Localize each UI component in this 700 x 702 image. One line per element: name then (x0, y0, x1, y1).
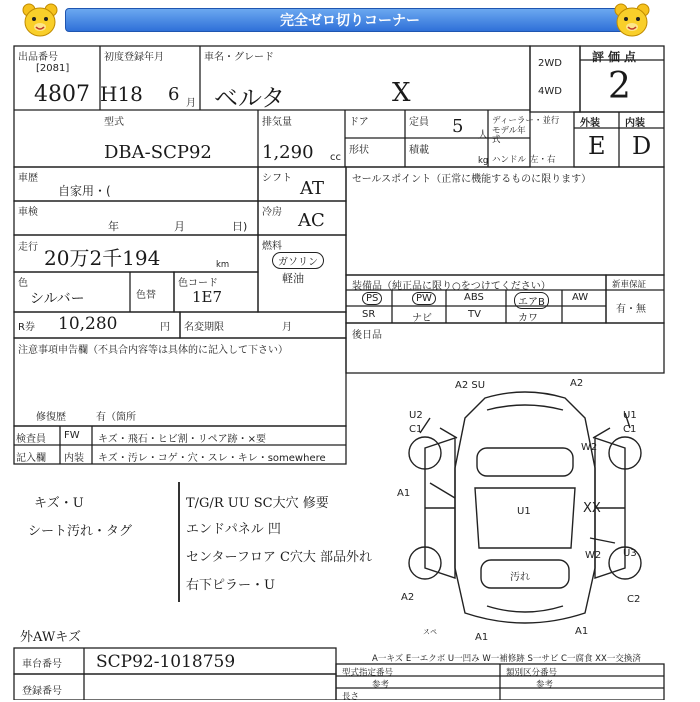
first-registration-label: 初度登録年月 (104, 52, 164, 63)
inspection-year: 年 (108, 220, 119, 233)
recycle-label: R券 (18, 322, 35, 333)
diagram-mark: C1 (623, 424, 637, 435)
equipment-label: 装備品（純正品に限り○をつけてください） (352, 281, 551, 292)
handwritten-note-right-4: 右下ピラー・U (186, 578, 275, 593)
load-unit: kg (478, 156, 489, 166)
lot-label: 出品番号 (18, 52, 58, 63)
shift-value: AT (300, 178, 325, 199)
diagram-mark: A1 (575, 626, 589, 637)
shape-label: 形状 (349, 145, 369, 156)
sales-points-label: セールスポイント（正常に機能するものに限ります） (352, 174, 592, 185)
diagram-mark: A1 (397, 488, 411, 499)
repair-history-value: 有（箇所 (96, 412, 136, 423)
chassis-value: SCP92-1018759 (96, 652, 236, 672)
class-number-ref: 参考 (536, 680, 554, 690)
note-divider (178, 482, 180, 602)
equipment-aw: AW (572, 292, 589, 303)
aircon-value: AC (298, 210, 325, 231)
diagram-mark: W2 (581, 442, 598, 453)
handwritten-note-right-3: センターフロア C穴大 部品外れ (186, 550, 373, 565)
equipment-abs: ABS (464, 292, 484, 303)
damage-legend: A一キズ E一エクボ U一凹み W一補修跡 S一サビ C一腐食 XX一交換済 (372, 654, 641, 664)
equipment-ps: PS (362, 292, 382, 305)
inspector-label: 検査員 (16, 434, 46, 445)
color-code-value: 1E7 (192, 288, 223, 306)
diagram-mark: XX (583, 501, 601, 516)
handle-label: ハンドル (492, 155, 527, 165)
rating-value: 2 (608, 66, 631, 107)
interior-row-label: 内装 (64, 453, 84, 464)
color-value: シルバー (30, 291, 85, 307)
diagram-mark: W2 (585, 550, 602, 561)
equipment-sr: SR (362, 309, 376, 320)
interior-label: 内装 (625, 118, 645, 129)
model-label: 型式 (104, 117, 124, 128)
drive-4wd: 4WD (538, 86, 562, 97)
inspection-month: 月 (174, 220, 185, 233)
color-code-label: 色コード (178, 278, 218, 289)
model-value: DBA-SCP92 (104, 142, 212, 163)
diagram-mark: A2 SU (455, 380, 486, 391)
car-name-label: 車名・グレード (204, 52, 274, 63)
handle-value: 左・右 (530, 155, 556, 165)
color-change-label: 色替 (136, 290, 156, 301)
fw-label: FW (64, 430, 80, 441)
handwritten-note-left-2: シート汚れ・タグ (28, 524, 133, 539)
equipment-leather: カワ (518, 313, 538, 324)
mileage-value: 20万2千194 (44, 246, 161, 270)
banner-title: 完全ゼロ切りコーナー (65, 8, 635, 32)
lot-code: [2081] (36, 63, 70, 74)
handwritten-note-left-1: キズ・U (34, 496, 84, 511)
fuel-gasoline: ガソリン (272, 252, 324, 269)
drive-2wd: 2WD (538, 58, 562, 69)
inspection-label: 車検 (18, 207, 38, 218)
diagram-mark: A2 (401, 592, 415, 603)
aircon-label: 冷房 (262, 207, 282, 218)
diagram-mark: A2 (570, 378, 584, 389)
entry-label: 記入欄 (16, 453, 46, 464)
fuel-label: 燃料 (262, 241, 282, 252)
displacement-value: 1,290 (262, 142, 314, 163)
model-year-label: モデル年式 (492, 126, 526, 145)
fuel-light-oil: 軽油 (282, 272, 304, 285)
diagram-mark: U1 (623, 410, 637, 421)
handwritten-note-right-1: T/G/R UU SC大穴 修要 (186, 496, 329, 511)
exterior-note: 外AWキズ (20, 630, 81, 645)
capacity-value: 5 (452, 116, 464, 137)
capacity-unit: 人 (478, 130, 488, 141)
displacement-unit: cc (330, 152, 341, 163)
exterior-label: 外装 (580, 118, 600, 129)
name-change-unit: 月 (282, 322, 292, 333)
diagram-mark: U2 (409, 410, 423, 421)
displacement-label: 排気量 (262, 117, 292, 128)
name-change-label: 名変期限 (184, 322, 224, 333)
length-label: 長さ (342, 692, 360, 702)
model-designation-ref: 参考 (372, 680, 390, 690)
car-damage-diagram (395, 378, 655, 648)
diagram-mark: U3 (623, 548, 637, 559)
car-grade: X (392, 78, 411, 108)
diagram-mark: C2 (627, 594, 641, 605)
equipment-tv: TV (468, 309, 481, 320)
diagram-mark: U1 (517, 506, 531, 517)
equipment-pw: PW (412, 292, 436, 305)
month-unit: 月 (186, 98, 196, 109)
rating-label: 評価点 (592, 50, 641, 64)
diagram-mark: A1 (475, 632, 489, 643)
exterior-value: E (588, 132, 606, 160)
history-value: 自家用・( (58, 184, 111, 198)
after-date-label: 後日品 (352, 330, 382, 341)
class-number-label: 類別区分番号 (506, 668, 558, 678)
recycle-unit: 円 (160, 322, 170, 333)
model-designation-label: 型式指定番号 (342, 668, 394, 678)
shift-label: シフト (262, 173, 292, 184)
interior-value: D (632, 132, 652, 160)
interior-defects: キズ・汚レ・コゲ・穴・スレ・キレ・somewhere (98, 453, 326, 464)
notes-label: 注意事項申告欄（不具合内容等は具体的に記入して下さい） (18, 345, 288, 356)
mileage-unit: km (216, 260, 230, 270)
diagram-mark: 汚れ (510, 572, 530, 583)
equipment-airbag: エアB (514, 292, 549, 309)
repair-history-label: 修復歴 (36, 412, 66, 423)
history-label: 車歴 (18, 173, 38, 184)
capacity-label: 定員 (409, 117, 429, 128)
first-registration-month: 6 (168, 84, 180, 105)
mileage-label: 走行 (18, 242, 38, 253)
diagram-small-label: スペ (423, 628, 437, 636)
recycle-value: 10,280 (58, 314, 118, 334)
color-label: 色 (18, 278, 28, 289)
first-registration-year: H18 (100, 82, 143, 106)
fw-defects: キズ・飛石・ヒビ割・リペア跡・×要 (98, 434, 266, 445)
inspection-day: 日) (232, 220, 248, 233)
new-warranty-label: 新車保証 (612, 280, 647, 290)
equipment-navi: ナビ (412, 313, 432, 324)
dealer-label: ディーラー・並行 (492, 116, 560, 126)
door-label: ドア (349, 117, 369, 128)
new-warranty-value: 有・無 (616, 304, 646, 315)
load-label: 積載 (409, 145, 429, 156)
registration-label: 登録番号 (22, 686, 62, 697)
chassis-label: 車台番号 (22, 659, 62, 670)
handwritten-note-right-2: エンドパネル 凹 (186, 522, 281, 537)
diagram-mark: C1 (409, 424, 423, 435)
car-name: ベルタ (214, 84, 286, 112)
lot-number: 4807 (34, 82, 90, 107)
